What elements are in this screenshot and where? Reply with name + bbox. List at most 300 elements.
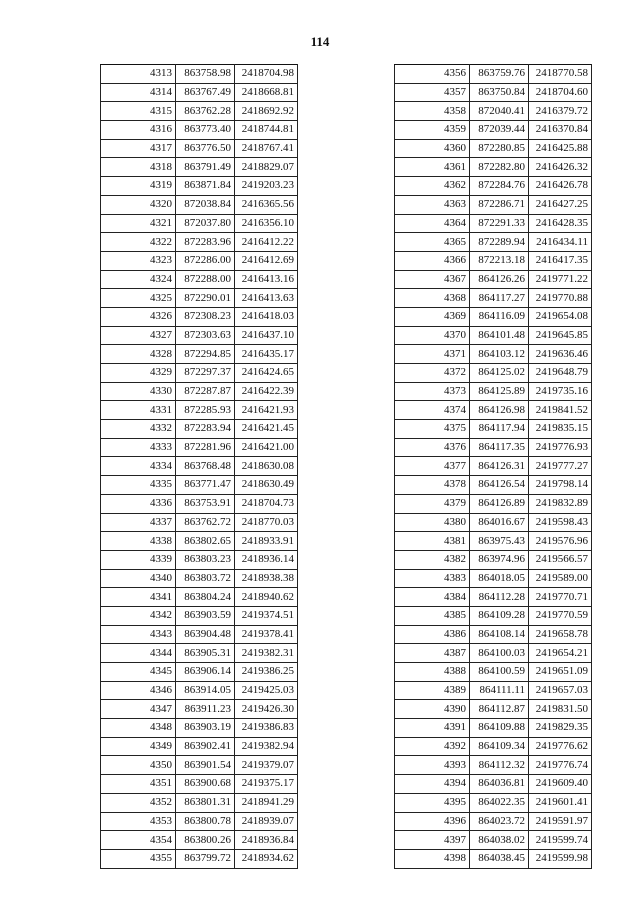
x-coordinate-cell: 863803.23 <box>176 550 235 569</box>
point-id-cell: 4334 <box>101 457 176 476</box>
x-coordinate-cell: 872213.18 <box>470 251 529 270</box>
y-coordinate-cell: 2416434.11 <box>529 233 592 252</box>
x-coordinate-cell: 864108.14 <box>470 625 529 644</box>
table-row <box>395 588 592 607</box>
table-row <box>101 831 298 850</box>
x-coordinate-cell: 864109.34 <box>470 737 529 756</box>
coordinates-table-left-body <box>101 65 298 869</box>
table-row <box>395 719 592 738</box>
y-coordinate-cell: 2419645.85 <box>529 326 592 345</box>
point-id-cell: 4352 <box>101 793 176 812</box>
point-id-cell: 4314 <box>101 83 176 102</box>
x-coordinate-cell: 864038.45 <box>470 849 529 868</box>
point-id-cell: 4316 <box>101 121 176 140</box>
x-coordinate-cell: 872037.80 <box>176 214 235 233</box>
table-row <box>395 681 592 700</box>
table-row <box>101 625 298 644</box>
table-row <box>395 307 592 326</box>
x-coordinate-cell: 872038.84 <box>176 195 235 214</box>
coordinates-table-left <box>100 64 298 869</box>
x-coordinate-cell: 863801.31 <box>176 793 235 812</box>
x-coordinate-cell: 863911.23 <box>176 700 235 719</box>
table-row <box>395 251 592 270</box>
point-id-cell: 4379 <box>395 494 470 513</box>
point-id-cell: 4380 <box>395 513 470 532</box>
table-row <box>101 588 298 607</box>
point-id-cell: 4324 <box>101 270 176 289</box>
point-id-cell: 4389 <box>395 681 470 700</box>
table-row <box>395 849 592 868</box>
point-id-cell: 4398 <box>395 849 470 868</box>
x-coordinate-cell: 864109.28 <box>470 606 529 625</box>
table-row <box>395 121 592 140</box>
table-row <box>101 289 298 308</box>
point-id-cell: 4321 <box>101 214 176 233</box>
y-coordinate-cell: 2418941.29 <box>235 793 298 812</box>
x-coordinate-cell: 863768.48 <box>176 457 235 476</box>
point-id-cell: 4370 <box>395 326 470 345</box>
table-row <box>395 195 592 214</box>
x-coordinate-cell: 864018.05 <box>470 569 529 588</box>
table-row <box>101 644 298 663</box>
x-coordinate-cell: 863903.19 <box>176 719 235 738</box>
table-row <box>101 569 298 588</box>
x-coordinate-cell: 864112.32 <box>470 756 529 775</box>
point-id-cell: 4330 <box>101 382 176 401</box>
y-coordinate-cell: 2416425.88 <box>529 139 592 158</box>
point-id-cell: 4346 <box>101 681 176 700</box>
x-coordinate-cell: 872281.96 <box>176 438 235 457</box>
point-id-cell: 4317 <box>101 139 176 158</box>
x-coordinate-cell: 864126.98 <box>470 401 529 420</box>
y-coordinate-cell: 2419426.30 <box>235 700 298 719</box>
y-coordinate-cell: 2416418.03 <box>235 307 298 326</box>
x-coordinate-cell: 864125.02 <box>470 364 529 383</box>
point-id-cell: 4374 <box>395 401 470 420</box>
x-coordinate-cell: 863750.84 <box>470 83 529 102</box>
y-coordinate-cell: 2418630.08 <box>235 457 298 476</box>
x-coordinate-cell: 872288.00 <box>176 270 235 289</box>
table-row <box>101 606 298 625</box>
table-row <box>395 177 592 196</box>
y-coordinate-cell: 2418936.84 <box>235 831 298 850</box>
y-coordinate-cell: 2419609.40 <box>529 775 592 794</box>
table-row <box>395 569 592 588</box>
y-coordinate-cell: 2419591.97 <box>529 812 592 831</box>
point-id-cell: 4327 <box>101 326 176 345</box>
x-coordinate-cell: 872286.00 <box>176 251 235 270</box>
y-coordinate-cell: 2419798.14 <box>529 476 592 495</box>
y-coordinate-cell: 2419598.43 <box>529 513 592 532</box>
y-coordinate-cell: 2419599.74 <box>529 831 592 850</box>
x-coordinate-cell: 863871.84 <box>176 177 235 196</box>
y-coordinate-cell: 2419386.25 <box>235 663 298 682</box>
point-id-cell: 4315 <box>101 102 176 121</box>
x-coordinate-cell: 872284.76 <box>470 177 529 196</box>
table-row <box>101 812 298 831</box>
point-id-cell: 4392 <box>395 737 470 756</box>
point-id-cell: 4397 <box>395 831 470 850</box>
point-id-cell: 4367 <box>395 270 470 289</box>
point-id-cell: 4339 <box>101 550 176 569</box>
table-row <box>395 364 592 383</box>
x-coordinate-cell: 864100.59 <box>470 663 529 682</box>
point-id-cell: 4342 <box>101 606 176 625</box>
point-id-cell: 4332 <box>101 420 176 439</box>
point-id-cell: 4359 <box>395 121 470 140</box>
point-id-cell: 4329 <box>101 364 176 383</box>
table-row <box>101 326 298 345</box>
table-row <box>395 775 592 794</box>
x-coordinate-cell: 863767.49 <box>176 83 235 102</box>
point-id-cell: 4363 <box>395 195 470 214</box>
x-coordinate-cell: 864036.81 <box>470 775 529 794</box>
x-coordinate-cell: 872280.85 <box>470 139 529 158</box>
point-id-cell: 4376 <box>395 438 470 457</box>
x-coordinate-cell: 863975.43 <box>470 532 529 551</box>
x-coordinate-cell: 872291.33 <box>470 214 529 233</box>
table-row <box>101 251 298 270</box>
table-row <box>395 401 592 420</box>
table-row <box>101 364 298 383</box>
point-id-cell: 4369 <box>395 307 470 326</box>
point-id-cell: 4338 <box>101 532 176 551</box>
y-coordinate-cell: 2418704.73 <box>235 494 298 513</box>
x-coordinate-cell: 863773.40 <box>176 121 235 140</box>
x-coordinate-cell: 863900.68 <box>176 775 235 794</box>
table-row <box>101 793 298 812</box>
x-coordinate-cell: 864117.94 <box>470 420 529 439</box>
x-coordinate-cell: 863905.31 <box>176 644 235 663</box>
y-coordinate-cell: 2416417.35 <box>529 251 592 270</box>
y-coordinate-cell: 2419648.79 <box>529 364 592 383</box>
y-coordinate-cell: 2419382.31 <box>235 644 298 663</box>
point-id-cell: 4344 <box>101 644 176 663</box>
y-coordinate-cell: 2419770.59 <box>529 606 592 625</box>
table-row <box>101 849 298 868</box>
point-id-cell: 4371 <box>395 345 470 364</box>
y-coordinate-cell: 2416437.10 <box>235 326 298 345</box>
table-row <box>101 270 298 289</box>
table-row <box>395 158 592 177</box>
point-id-cell: 4322 <box>101 233 176 252</box>
x-coordinate-cell: 864126.54 <box>470 476 529 495</box>
point-id-cell: 4395 <box>395 793 470 812</box>
x-coordinate-cell: 863791.49 <box>176 158 235 177</box>
y-coordinate-cell: 2419576.96 <box>529 532 592 551</box>
point-id-cell: 4396 <box>395 812 470 831</box>
x-coordinate-cell: 864101.48 <box>470 326 529 345</box>
point-id-cell: 4390 <box>395 700 470 719</box>
point-id-cell: 4388 <box>395 663 470 682</box>
y-coordinate-cell: 2416412.22 <box>235 233 298 252</box>
y-coordinate-cell: 2419776.74 <box>529 756 592 775</box>
x-coordinate-cell: 864112.87 <box>470 700 529 719</box>
x-coordinate-cell: 864126.26 <box>470 270 529 289</box>
point-id-cell: 4364 <box>395 214 470 233</box>
table-row <box>101 513 298 532</box>
y-coordinate-cell: 2416421.00 <box>235 438 298 457</box>
x-coordinate-cell: 864126.89 <box>470 494 529 513</box>
point-id-cell: 4313 <box>101 65 176 84</box>
x-coordinate-cell: 864109.88 <box>470 719 529 738</box>
y-coordinate-cell: 2416356.10 <box>235 214 298 233</box>
y-coordinate-cell: 2419386.83 <box>235 719 298 738</box>
point-id-cell: 4378 <box>395 476 470 495</box>
point-id-cell: 4328 <box>101 345 176 364</box>
y-coordinate-cell: 2419770.71 <box>529 588 592 607</box>
x-coordinate-cell: 863803.72 <box>176 569 235 588</box>
point-id-cell: 4391 <box>395 719 470 738</box>
y-coordinate-cell: 2418829.07 <box>235 158 298 177</box>
x-coordinate-cell: 864117.35 <box>470 438 529 457</box>
point-id-cell: 4320 <box>101 195 176 214</box>
x-coordinate-cell: 864117.27 <box>470 289 529 308</box>
table-row <box>101 737 298 756</box>
table-row <box>101 775 298 794</box>
table-row <box>101 121 298 140</box>
point-id-cell: 4366 <box>395 251 470 270</box>
x-coordinate-cell: 872297.37 <box>176 364 235 383</box>
point-id-cell: 4350 <box>101 756 176 775</box>
x-coordinate-cell: 863800.78 <box>176 812 235 831</box>
point-id-cell: 4326 <box>101 307 176 326</box>
point-id-cell: 4373 <box>395 382 470 401</box>
y-coordinate-cell: 2416426.32 <box>529 158 592 177</box>
table-row <box>395 831 592 850</box>
x-coordinate-cell: 864126.31 <box>470 457 529 476</box>
y-coordinate-cell: 2418630.49 <box>235 476 298 495</box>
x-coordinate-cell: 872303.63 <box>176 326 235 345</box>
table-row <box>101 382 298 401</box>
table-row <box>101 214 298 233</box>
point-id-cell: 4393 <box>395 756 470 775</box>
x-coordinate-cell: 864112.28 <box>470 588 529 607</box>
table-row <box>395 550 592 569</box>
table-row <box>395 214 592 233</box>
y-coordinate-cell: 2418938.38 <box>235 569 298 588</box>
table-row <box>101 457 298 476</box>
point-id-cell: 4354 <box>101 831 176 850</box>
table-row <box>395 644 592 663</box>
y-coordinate-cell: 2416365.56 <box>235 195 298 214</box>
point-id-cell: 4384 <box>395 588 470 607</box>
y-coordinate-cell: 2416421.93 <box>235 401 298 420</box>
y-coordinate-cell: 2418704.98 <box>235 65 298 84</box>
x-coordinate-cell: 863753.91 <box>176 494 235 513</box>
point-id-cell: 4337 <box>101 513 176 532</box>
x-coordinate-cell: 863771.47 <box>176 476 235 495</box>
x-coordinate-cell: 872283.94 <box>176 420 235 439</box>
y-coordinate-cell: 2419770.88 <box>529 289 592 308</box>
table-row <box>395 83 592 102</box>
table-row <box>395 65 592 84</box>
point-id-cell: 4340 <box>101 569 176 588</box>
y-coordinate-cell: 2418770.58 <box>529 65 592 84</box>
x-coordinate-cell: 863762.72 <box>176 513 235 532</box>
point-id-cell: 4325 <box>101 289 176 308</box>
table-row <box>395 476 592 495</box>
point-id-cell: 4361 <box>395 158 470 177</box>
table-row <box>395 438 592 457</box>
table-row <box>101 681 298 700</box>
point-id-cell: 4318 <box>101 158 176 177</box>
y-coordinate-cell: 2418936.14 <box>235 550 298 569</box>
x-coordinate-cell: 864116.09 <box>470 307 529 326</box>
point-id-cell: 4357 <box>395 83 470 102</box>
x-coordinate-cell: 863974.96 <box>470 550 529 569</box>
x-coordinate-cell: 863800.26 <box>176 831 235 850</box>
y-coordinate-cell: 2416426.78 <box>529 177 592 196</box>
x-coordinate-cell: 872283.96 <box>176 233 235 252</box>
x-coordinate-cell: 863901.54 <box>176 756 235 775</box>
y-coordinate-cell: 2418934.62 <box>235 849 298 868</box>
point-id-cell: 4382 <box>395 550 470 569</box>
y-coordinate-cell: 2419651.09 <box>529 663 592 682</box>
table-row <box>395 513 592 532</box>
table-row <box>101 139 298 158</box>
point-id-cell: 4345 <box>101 663 176 682</box>
point-id-cell: 4360 <box>395 139 470 158</box>
x-coordinate-cell: 863902.41 <box>176 737 235 756</box>
x-coordinate-cell: 864111.11 <box>470 681 529 700</box>
coordinates-table-right <box>394 64 592 869</box>
table-row <box>101 177 298 196</box>
y-coordinate-cell: 2416413.16 <box>235 270 298 289</box>
table-row <box>101 233 298 252</box>
point-id-cell: 4323 <box>101 251 176 270</box>
x-coordinate-cell: 864016.67 <box>470 513 529 532</box>
table-row <box>101 756 298 775</box>
y-coordinate-cell: 2419771.22 <box>529 270 592 289</box>
y-coordinate-cell: 2416413.63 <box>235 289 298 308</box>
y-coordinate-cell: 2416412.69 <box>235 251 298 270</box>
y-coordinate-cell: 2416379.72 <box>529 102 592 121</box>
point-id-cell: 4347 <box>101 700 176 719</box>
point-id-cell: 4351 <box>101 775 176 794</box>
point-id-cell: 4333 <box>101 438 176 457</box>
y-coordinate-cell: 2419375.17 <box>235 775 298 794</box>
point-id-cell: 4349 <box>101 737 176 756</box>
point-id-cell: 4368 <box>395 289 470 308</box>
y-coordinate-cell: 2419599.98 <box>529 849 592 868</box>
x-coordinate-cell: 872290.01 <box>176 289 235 308</box>
point-id-cell: 4355 <box>101 849 176 868</box>
x-coordinate-cell: 872282.80 <box>470 158 529 177</box>
point-id-cell: 4387 <box>395 644 470 663</box>
x-coordinate-cell: 872040.41 <box>470 102 529 121</box>
y-coordinate-cell: 2419658.78 <box>529 625 592 644</box>
table-row <box>395 270 592 289</box>
point-id-cell: 4336 <box>101 494 176 513</box>
table-row <box>395 737 592 756</box>
y-coordinate-cell: 2419735.16 <box>529 382 592 401</box>
y-coordinate-cell: 2419382.94 <box>235 737 298 756</box>
table-row <box>101 494 298 513</box>
x-coordinate-cell: 863776.50 <box>176 139 235 158</box>
table-row <box>395 420 592 439</box>
x-coordinate-cell: 863758.98 <box>176 65 235 84</box>
y-coordinate-cell: 2419829.35 <box>529 719 592 738</box>
table-row <box>395 139 592 158</box>
table-row <box>395 663 592 682</box>
y-coordinate-cell: 2419203.23 <box>235 177 298 196</box>
x-coordinate-cell: 864100.03 <box>470 644 529 663</box>
table-row <box>395 532 592 551</box>
y-coordinate-cell: 2419654.21 <box>529 644 592 663</box>
y-coordinate-cell: 2416422.39 <box>235 382 298 401</box>
y-coordinate-cell: 2419832.89 <box>529 494 592 513</box>
y-coordinate-cell: 2419601.41 <box>529 793 592 812</box>
y-coordinate-cell: 2418692.92 <box>235 102 298 121</box>
table-row <box>101 65 298 84</box>
x-coordinate-cell: 872039.44 <box>470 121 529 140</box>
y-coordinate-cell: 2416421.45 <box>235 420 298 439</box>
x-coordinate-cell: 872287.87 <box>176 382 235 401</box>
y-coordinate-cell: 2419776.93 <box>529 438 592 457</box>
x-coordinate-cell: 863799.72 <box>176 849 235 868</box>
table-row <box>395 233 592 252</box>
point-id-cell: 4341 <box>101 588 176 607</box>
table-row <box>395 756 592 775</box>
table-row <box>101 158 298 177</box>
table-row <box>101 532 298 551</box>
point-id-cell: 4358 <box>395 102 470 121</box>
point-id-cell: 4365 <box>395 233 470 252</box>
y-coordinate-cell: 2418940.62 <box>235 588 298 607</box>
table-row <box>101 307 298 326</box>
y-coordinate-cell: 2419835.15 <box>529 420 592 439</box>
y-coordinate-cell: 2419777.27 <box>529 457 592 476</box>
y-coordinate-cell: 2418744.81 <box>235 121 298 140</box>
x-coordinate-cell: 872286.71 <box>470 195 529 214</box>
y-coordinate-cell: 2419841.52 <box>529 401 592 420</box>
table-row <box>101 102 298 121</box>
point-id-cell: 4356 <box>395 65 470 84</box>
point-id-cell: 4386 <box>395 625 470 644</box>
table-row <box>101 438 298 457</box>
y-coordinate-cell: 2416435.17 <box>235 345 298 364</box>
table-row <box>395 382 592 401</box>
y-coordinate-cell: 2419378.41 <box>235 625 298 644</box>
y-coordinate-cell: 2419657.03 <box>529 681 592 700</box>
y-coordinate-cell: 2419379.07 <box>235 756 298 775</box>
y-coordinate-cell: 2419425.03 <box>235 681 298 700</box>
coordinates-table-right-body <box>395 65 592 869</box>
point-id-cell: 4385 <box>395 606 470 625</box>
y-coordinate-cell: 2416428.35 <box>529 214 592 233</box>
point-id-cell: 4375 <box>395 420 470 439</box>
table-row <box>101 195 298 214</box>
x-coordinate-cell: 863904.48 <box>176 625 235 644</box>
x-coordinate-cell: 864022.35 <box>470 793 529 812</box>
y-coordinate-cell: 2419831.50 <box>529 700 592 719</box>
y-coordinate-cell: 2418933.91 <box>235 532 298 551</box>
x-coordinate-cell: 863906.14 <box>176 663 235 682</box>
y-coordinate-cell: 2416370.84 <box>529 121 592 140</box>
x-coordinate-cell: 864125.89 <box>470 382 529 401</box>
point-id-cell: 4348 <box>101 719 176 738</box>
point-id-cell: 4343 <box>101 625 176 644</box>
point-id-cell: 4372 <box>395 364 470 383</box>
y-coordinate-cell: 2418767.41 <box>235 139 298 158</box>
table-row <box>101 476 298 495</box>
y-coordinate-cell: 2419636.46 <box>529 345 592 364</box>
table-row <box>101 83 298 102</box>
table-row <box>395 812 592 831</box>
table-row <box>101 345 298 364</box>
x-coordinate-cell: 863802.65 <box>176 532 235 551</box>
